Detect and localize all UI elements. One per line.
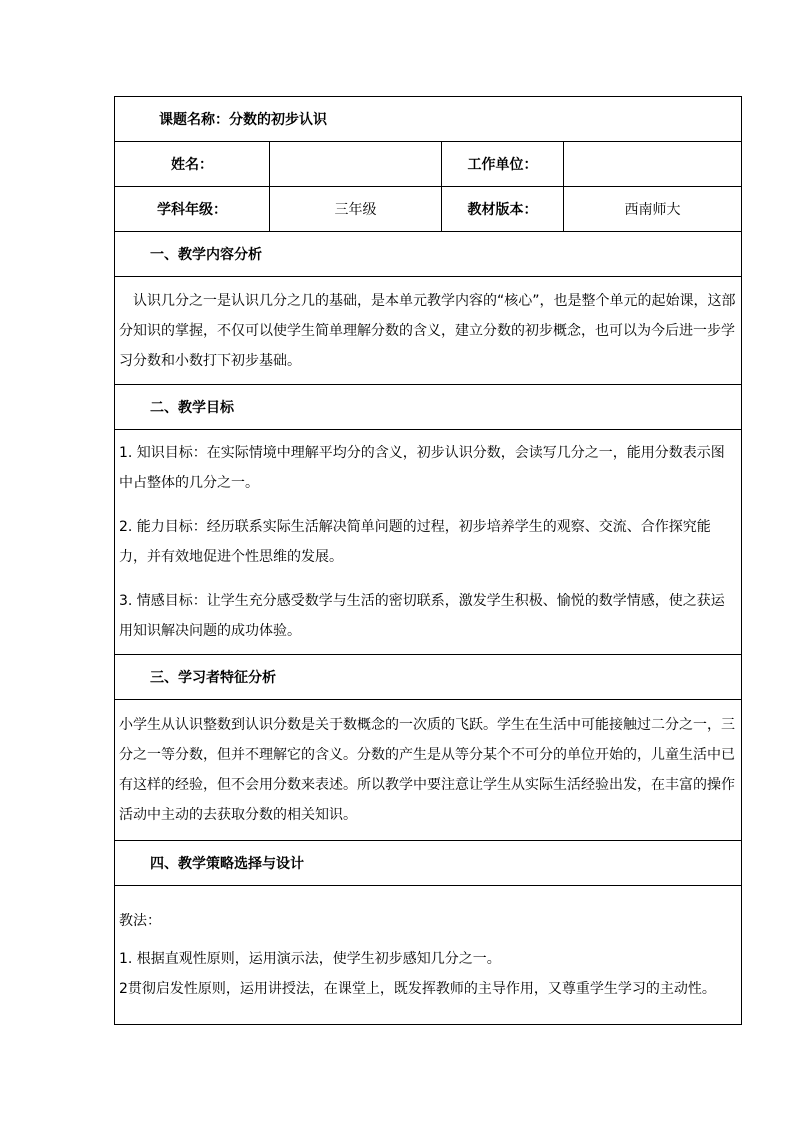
strategy-body xyxy=(115,886,742,1025)
grade-value: 三年级 xyxy=(270,187,442,232)
course-title-row xyxy=(115,97,742,142)
grade-label: 学科年级： xyxy=(115,187,270,232)
textbook-value: 西南师大 xyxy=(564,187,742,232)
course-title-value: 分数的初步认识 xyxy=(229,112,327,128)
strategy-item-1: 1. 根据直观性原则，运用演示法，使学生初步感知几分之一。 xyxy=(119,951,501,967)
strategy-body-row xyxy=(115,886,742,1025)
unit-value xyxy=(564,142,742,187)
name-value xyxy=(270,142,442,187)
goals-body-row xyxy=(115,430,742,655)
name-label: 姓名： xyxy=(115,142,270,187)
textbook-label: 教材版本： xyxy=(442,187,564,232)
learner-body xyxy=(115,700,742,841)
goal-item-1: 1. 知识目标：在实际情境中理解平均分的含义，初步认识分数，会读写几分之一，能用分数表示图中占整体的几分之一。 xyxy=(119,445,725,491)
section-heading-content-analysis: 一、教学内容分析 xyxy=(115,232,742,277)
grade-row xyxy=(115,187,742,232)
learner-body-row xyxy=(115,700,742,841)
course-title-label: 课题名称： xyxy=(159,112,229,128)
method-label: 教法： xyxy=(119,913,161,929)
section-heading-strategy: 四、教学策略选择与设计 xyxy=(115,841,742,886)
content-analysis-heading-row xyxy=(115,232,742,277)
content-analysis-text: 认识几分之一是认识几分之几的基础，是本单元教学内容的“核心”，也是整个单元的起始课，这部分知识的掌握，不仅可以使学生简单理解分数的含义，建立分数的初步概念，也可以为今后进一步学习分数和小数打下初步基础。 xyxy=(119,292,736,369)
course-title-cell xyxy=(115,97,742,142)
name-row xyxy=(115,142,742,187)
goal-item-2: 2. 能力目标：经历联系实际生活解决简单问题的过程，初步培养学生的观察、交流、合作探究能力，并有效地促进个性思维的发展。 xyxy=(119,519,711,565)
goals-heading-row xyxy=(115,385,742,430)
strategy-item-2: 2贯彻启发性原则，运用讲授法，在课堂上，既发挥教师的主导作用，又尊重学生学习的主动性。 xyxy=(119,981,716,997)
goal-item-3: 3. 情感目标：让学生充分感受数学与生活的密切联系，激发学生积极、愉悦的数学情感，使之获运用知识解决问题的成功体验。 xyxy=(119,593,725,639)
learner-text: 小学生从认识整数到认识分数是关于数概念的一次质的飞跃。学生在生活中可能接触过二分之一，三分之一等分数，但并不理解它的含义。分数的产生是从等分某个不可分的单位开始的，儿童生活中已有这样的经验，但不会用分数来表述。所以教学中要注意让学生从实际生活经验出发，在丰富的操作活动中主动的去获取分数的相关知识。 xyxy=(119,717,735,823)
goals-body xyxy=(115,430,742,655)
unit-label: 工作单位： xyxy=(442,142,564,187)
content-analysis-body xyxy=(115,277,742,385)
strategy-heading-row xyxy=(115,841,742,886)
learner-heading-row xyxy=(115,655,742,700)
content-analysis-body-row xyxy=(115,277,742,385)
section-heading-goals: 二、教学目标 xyxy=(115,385,742,430)
section-heading-learner: 三、学习者特征分析 xyxy=(115,655,742,700)
lesson-plan-table xyxy=(114,96,742,1025)
